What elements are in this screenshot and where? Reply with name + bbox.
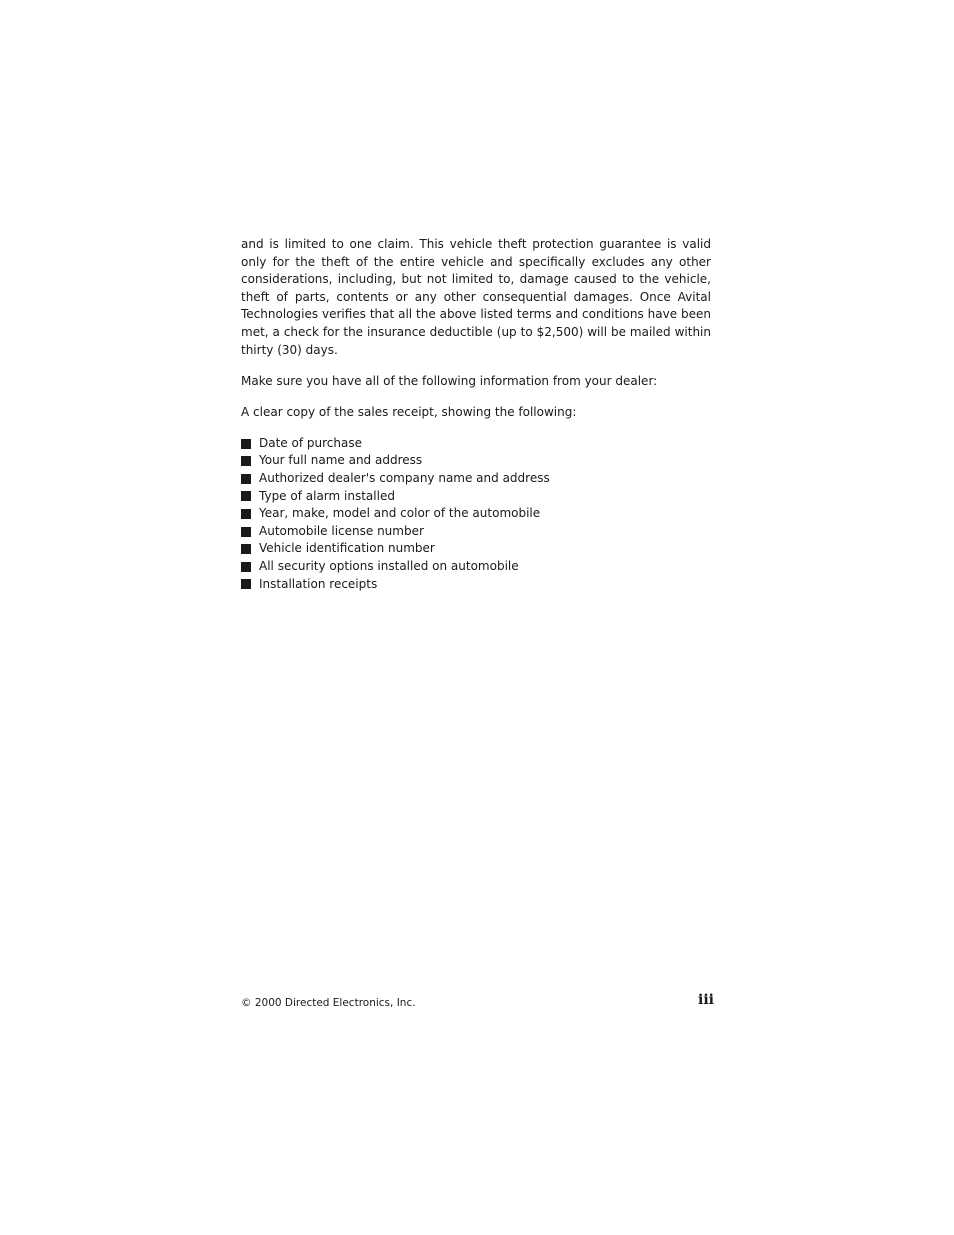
square-bullet-icon	[241, 456, 251, 466]
page-number: iii	[698, 992, 714, 1008]
warranty-paragraph: and is limited to one claim. This vehicle theft protection guarantee is valid only for the theft of the entire vehicle and specifically excludes any other considerations, including, but not limited to, damage caused to the vehicle, theft of parts, contents or any other consequential damages. Once Avital Technologies verifies that all the above listed terms and conditions have been met, a check for the insurance deductible (up to $2,500) will be mailed within thirty (30) days.	[241, 237, 711, 357]
list-item	[241, 488, 711, 506]
copyright-notice: © 2000 Directed Electronics, Inc.	[241, 997, 416, 1009]
list-item	[241, 540, 711, 558]
page-content	[241, 236, 711, 593]
list-item-text: Type of alarm installed	[259, 488, 395, 503]
list-item	[241, 523, 711, 541]
square-bullet-icon	[241, 474, 251, 484]
list-item	[241, 558, 711, 576]
square-bullet-icon	[241, 544, 251, 554]
list-item-text: Vehicle identification number	[259, 541, 435, 556]
list-item-text: All security options installed on automobile	[259, 559, 519, 573]
square-bullet-icon	[241, 579, 251, 589]
dealer-info-intro: Make sure you have all of the following information from your dealer:	[241, 373, 658, 388]
square-bullet-icon	[241, 439, 251, 449]
list-item-text: Automobile license number	[259, 523, 424, 538]
list-item-text: Authorized dealer's company name and address	[259, 471, 550, 486]
receipt-intro: A clear copy of the sales receipt, showing the following:	[241, 404, 577, 419]
list-item	[241, 435, 711, 453]
list-item-text: Year, make, model and color of the automobile	[259, 506, 541, 521]
receipt-requirements-list	[241, 435, 711, 593]
list-item	[241, 452, 711, 470]
list-item-text: Date of purchase	[259, 435, 362, 450]
list-item	[241, 576, 711, 594]
square-bullet-icon	[241, 491, 251, 501]
list-item-text: Installation receipts	[259, 576, 378, 591]
square-bullet-icon	[241, 509, 251, 519]
square-bullet-icon	[241, 562, 251, 572]
list-item	[241, 470, 711, 488]
list-item	[241, 505, 711, 523]
square-bullet-icon	[241, 527, 251, 537]
list-item-text: Your full name and address	[259, 453, 423, 468]
